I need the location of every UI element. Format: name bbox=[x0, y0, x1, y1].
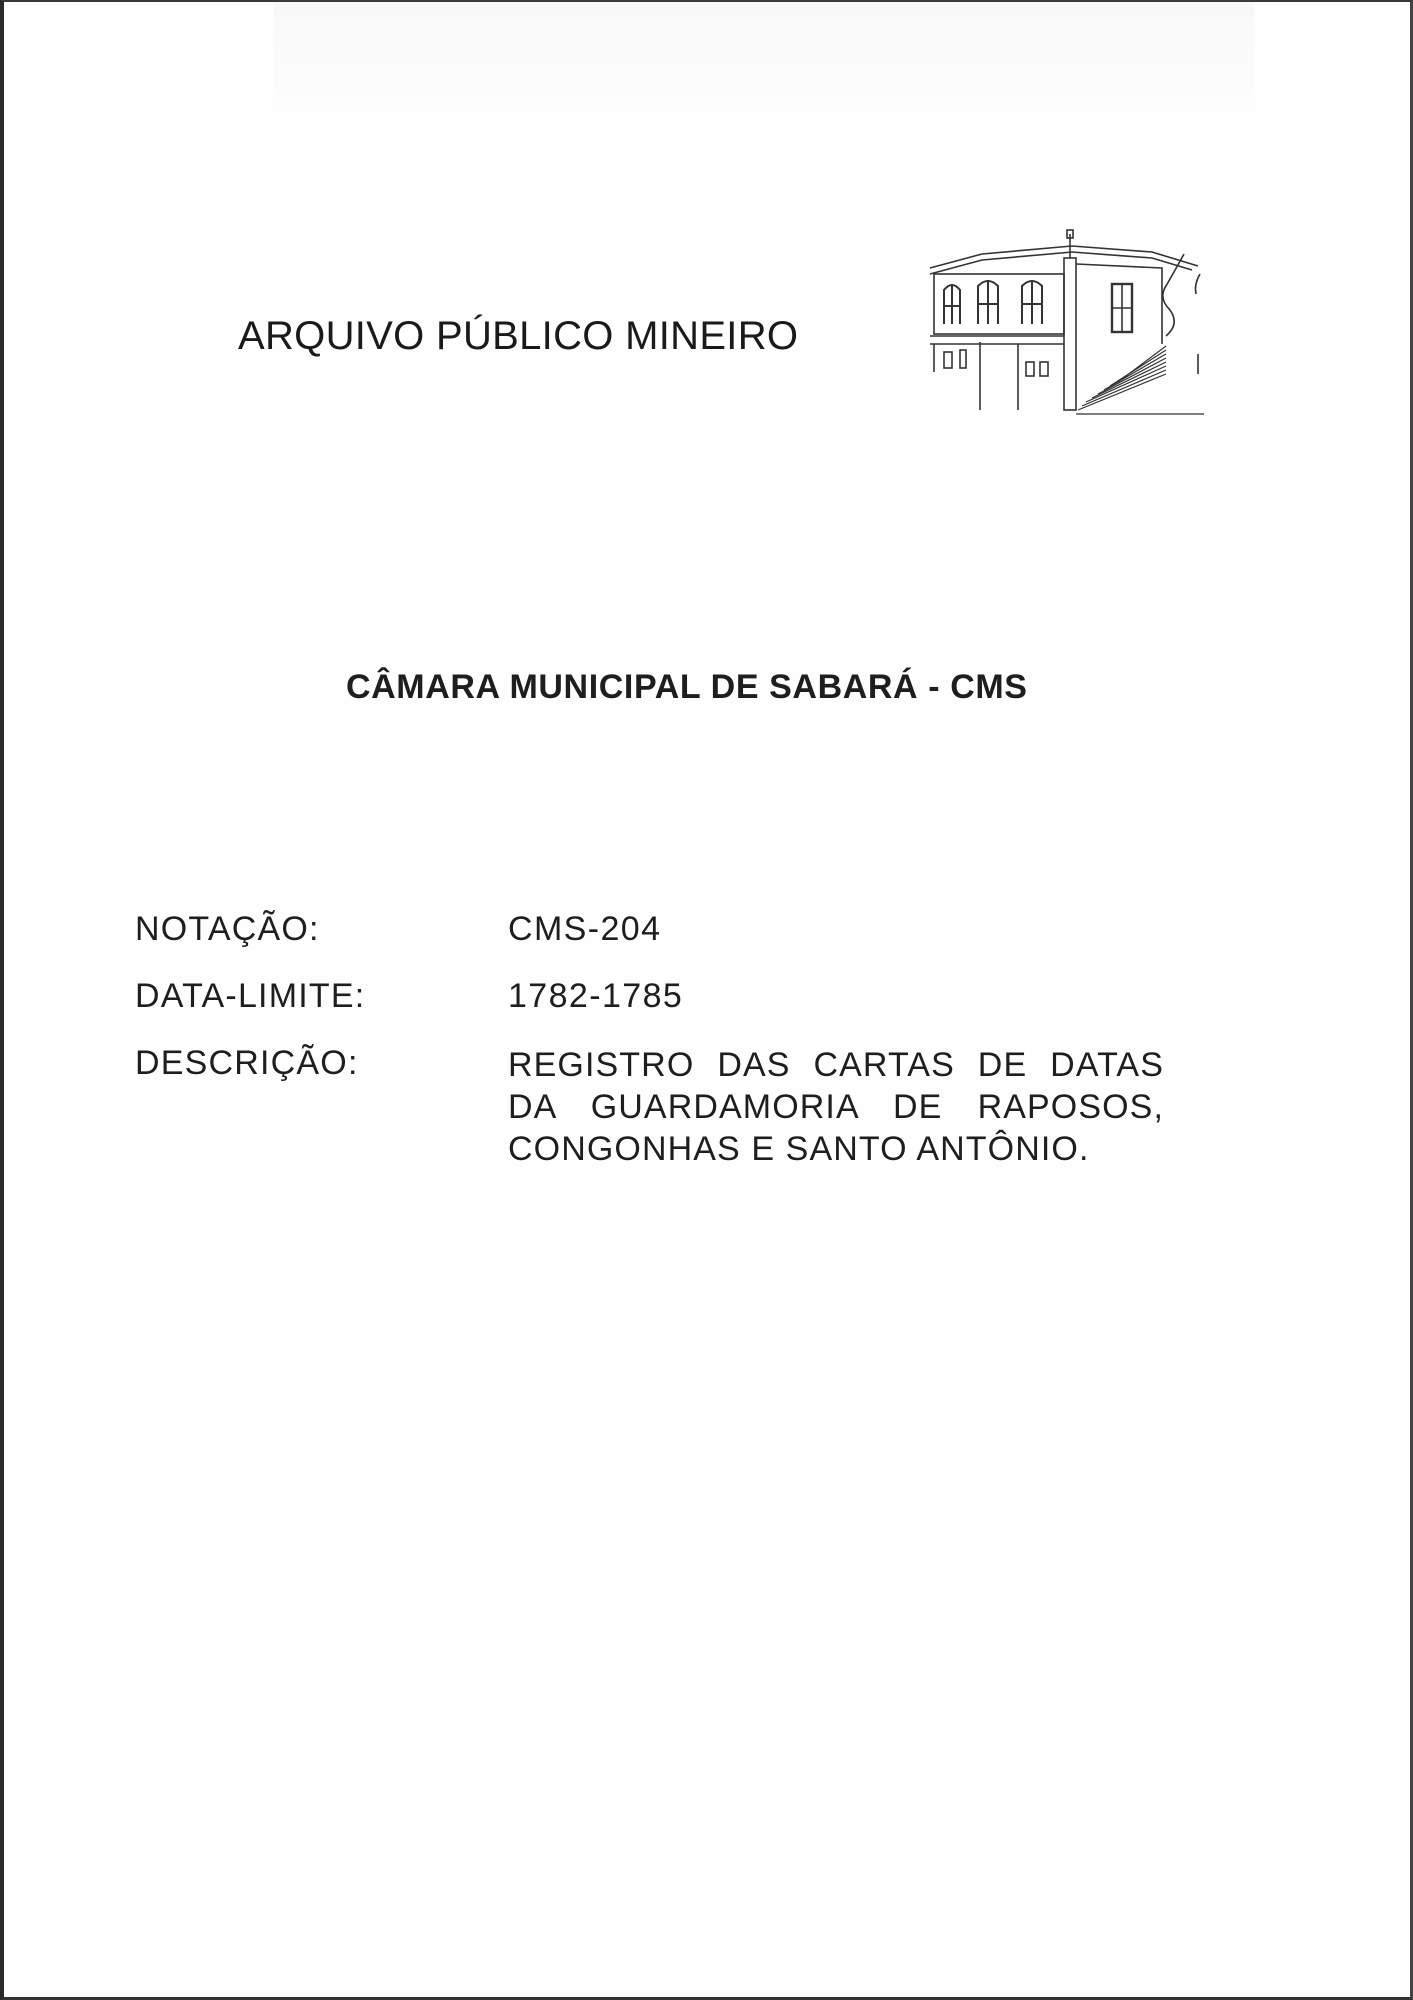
fund-title: CÂMARA MUNICIPAL DE SABARÁ - CMS bbox=[346, 668, 1028, 706]
notacao-label: NOTAÇÃO: bbox=[135, 910, 320, 948]
data-limite-value: 1782-1785 bbox=[508, 977, 684, 1015]
descricao-value bbox=[508, 1044, 1164, 1170]
building-illustration-icon bbox=[922, 224, 1204, 416]
descricao-line: CONGONHAS E SANTO ANTÔNIO. bbox=[508, 1130, 1090, 1168]
scan-artifact bbox=[274, 2, 1254, 122]
descricao-line: DA GUARDAMORIA DE RAPOSOS, bbox=[508, 1088, 1164, 1126]
notacao-value: CMS-204 bbox=[508, 910, 662, 948]
institution-title: ARQUIVO PÚBLICO MINEIRO bbox=[238, 314, 799, 358]
descricao-line: REGISTRO DAS CARTAS DE DATAS bbox=[508, 1046, 1164, 1084]
data-limite-label: DATA-LIMITE: bbox=[135, 977, 366, 1015]
descricao-label: DESCRIÇÃO: bbox=[135, 1044, 359, 1082]
